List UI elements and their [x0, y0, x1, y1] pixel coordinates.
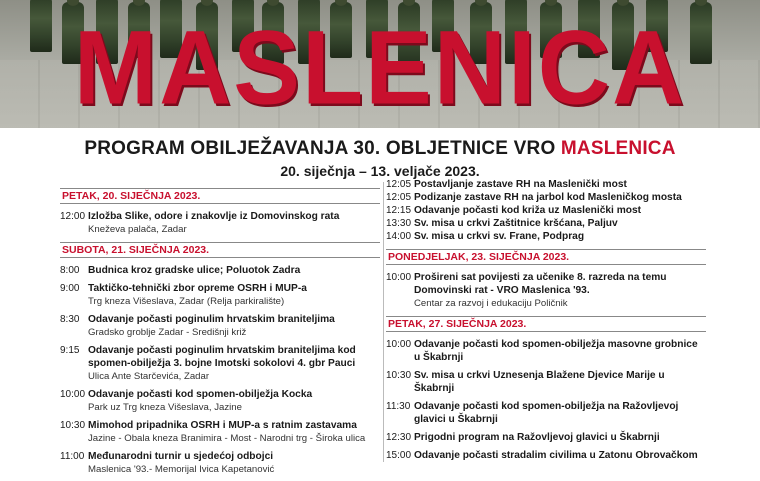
event-title: Odavanje počasti kod spomen-obilježja Kocka: [88, 389, 313, 400]
rule: [60, 257, 380, 258]
event-location: Gradsko groblje Zadar - Središnji križ: [88, 327, 247, 338]
day-label: PETAK, 20. SIJEČNJA 2023.: [62, 190, 201, 202]
event-body: [414, 449, 706, 462]
event-row: [60, 388, 380, 414]
event-time: 10:00: [60, 389, 86, 400]
event-location: Park uz Trg kneza Višeslava, Jazine: [88, 402, 242, 413]
event-time: 11:00: [60, 451, 85, 462]
event-title: Taktičko-tehnički zbor opreme OSRH i MUP-a: [88, 283, 307, 294]
event-title: Mimohod pripadnika OSRH i MUP-a s ratnim zastavama: [88, 420, 357, 431]
event-title: Budnica kroz gradske ulice; Poluotok Zadra: [88, 265, 301, 276]
right-top-events: [386, 178, 706, 243]
event-location: Trg kneza Višeslava, Zadar (Relja parkiralište): [88, 296, 285, 307]
rule: [386, 264, 706, 265]
event-row: [386, 204, 706, 217]
event-body: [414, 191, 706, 204]
event-title: Postavljanje zastave RH na Masleničkі most: [414, 179, 627, 190]
event-title: Odavanje počasti stradalim civilima u Zatonu Obrovačkom: [414, 450, 698, 461]
event-row: [386, 449, 706, 462]
program-dates: 20. siječnja – 13. veljače 2023.: [280, 163, 480, 179]
banner-photo: [0, 0, 760, 128]
event-body: [88, 344, 380, 383]
right-column: [386, 179, 706, 467]
event-row: [386, 431, 706, 444]
day-label: PETAK, 27. SIJEČNJA 2023.: [388, 318, 527, 330]
event-time: 10:00: [386, 339, 412, 350]
event-body: [88, 264, 380, 277]
event-location: Centar za razvoj i edukaciju Poličnik: [414, 298, 568, 309]
program-title-prefix: PROGRAM OBILJEŽAVANJA 30. OBLJETNICE VRO: [84, 138, 561, 159]
event-time: 12:15: [386, 205, 412, 216]
event-title: Međunarodni turnir u sjedećoj odbojci: [88, 451, 274, 462]
program-title-highlight: MASLENICA: [560, 138, 676, 159]
event-title: Prigodni program na Ražovljevoj glavici u Škabrnji: [414, 432, 660, 443]
rule: [60, 203, 380, 204]
event-body: [414, 271, 706, 310]
event-location: Jazine - Obala kneza Branimira - Most - Narodni trg - Široka ulica: [88, 433, 366, 444]
event-location: Maslenica '93.- Memorijal Ivica Kapetanović: [88, 464, 275, 475]
event-time: 12:30: [386, 432, 412, 443]
event-row: [60, 450, 380, 476]
day-header: [386, 316, 706, 332]
event-title: Sv. misa u crkvi Uznesenja Blažene Djevice Marije u Škabrnji: [414, 370, 665, 394]
event-body: [88, 419, 380, 445]
event-row: [386, 369, 706, 395]
event-time: 9:00: [60, 283, 80, 294]
day-header: [60, 242, 380, 258]
event-body: [414, 369, 706, 395]
event-title: Prošireni sat povijesti za učenike 8. razreda na temu Domovinski rat - VRO Maslenica '93.: [414, 272, 667, 296]
event-row: [60, 313, 380, 339]
program-title: [0, 138, 760, 160]
event-row: [60, 344, 380, 383]
rule: [60, 242, 380, 243]
event-title: Sv. misa u crkvi sv. Frane, Podprag: [414, 231, 585, 242]
rule: [386, 249, 706, 250]
event-body: [414, 338, 706, 364]
event-row: [386, 338, 706, 364]
event-body: [88, 388, 380, 414]
event-row: [386, 271, 706, 310]
event-body: [414, 400, 706, 426]
event-time: 9:15: [60, 345, 80, 356]
event-title: Odavanje počasti poginulim hrvatskim braniteljima kod spomen-obilježja 3. bojne Imotski sokolovi 4. gbr Pauci: [88, 345, 356, 369]
event-time: 10:00: [386, 272, 412, 283]
event-row: [60, 419, 380, 445]
day-label: SUBOTA, 21. SIJEČNJA 2023.: [62, 244, 210, 256]
event-row: [386, 230, 706, 243]
event-title: Sv. misa u crkvi Zaštitnice kršćana, Paljuv: [414, 218, 618, 229]
event-time: 14:00: [386, 231, 412, 242]
event-title: Odavanje počasti kod križa uz Maslenički most: [414, 205, 642, 216]
day-label: PONEDJELJAK, 23. SIJEČNJA 2023.: [388, 251, 570, 263]
event-time: 12:05: [386, 179, 412, 190]
event-body: [414, 230, 706, 243]
column-divider: [383, 182, 384, 462]
event-time: 10:30: [60, 420, 86, 431]
event-time: 11:30: [386, 401, 411, 412]
event-time: 12:05: [386, 192, 412, 203]
event-time: 13:30: [386, 218, 412, 229]
event-row: [386, 217, 706, 230]
left-column: [60, 182, 380, 481]
event-time: 8:30: [60, 314, 80, 325]
event-row: [386, 191, 706, 204]
event-body: [88, 282, 380, 308]
rule: [386, 331, 706, 332]
event-row: [386, 178, 706, 191]
event-time: 8:00: [60, 265, 80, 276]
event-body: [88, 450, 380, 476]
event-body: [414, 204, 706, 217]
event-location: Ulica Ante Starčevića, Zadar: [88, 371, 210, 382]
event-title: Odavanje počasti kod spomen-obilježja na Ražovljevoj glavici u Škabrnji: [414, 401, 679, 425]
event-body: [88, 210, 380, 236]
event-title: Izložba Slike, odore i znakovlje iz Domovinskog rata: [88, 211, 340, 222]
event-time: 15:00: [386, 450, 412, 461]
event-time: 12:00: [60, 211, 86, 222]
day-header: [386, 249, 706, 265]
event-row: [60, 282, 380, 308]
event-row: [60, 264, 380, 277]
event-title: Odavanje počasti kod spomen-obilježja masovne grobnice u Škabrnji: [414, 339, 698, 363]
main-title: MASLENICA: [73, 9, 687, 127]
event-body: [88, 313, 380, 339]
event-location: Kneževa palača, Zadar: [88, 224, 187, 235]
rule: [60, 188, 380, 189]
event-row: [60, 210, 380, 236]
event-body: [414, 217, 706, 230]
day-header: [60, 188, 380, 204]
event-row: [386, 400, 706, 426]
event-body: [414, 178, 706, 191]
event-time: 10:30: [386, 370, 412, 381]
event-body: [414, 431, 706, 444]
event-title: Podizanje zastave RH na jarbol kod Masleničkog mosta: [414, 192, 682, 203]
rule: [386, 316, 706, 317]
event-title: Odavanje počasti poginulim hrvatskim braniteljima: [88, 314, 335, 325]
